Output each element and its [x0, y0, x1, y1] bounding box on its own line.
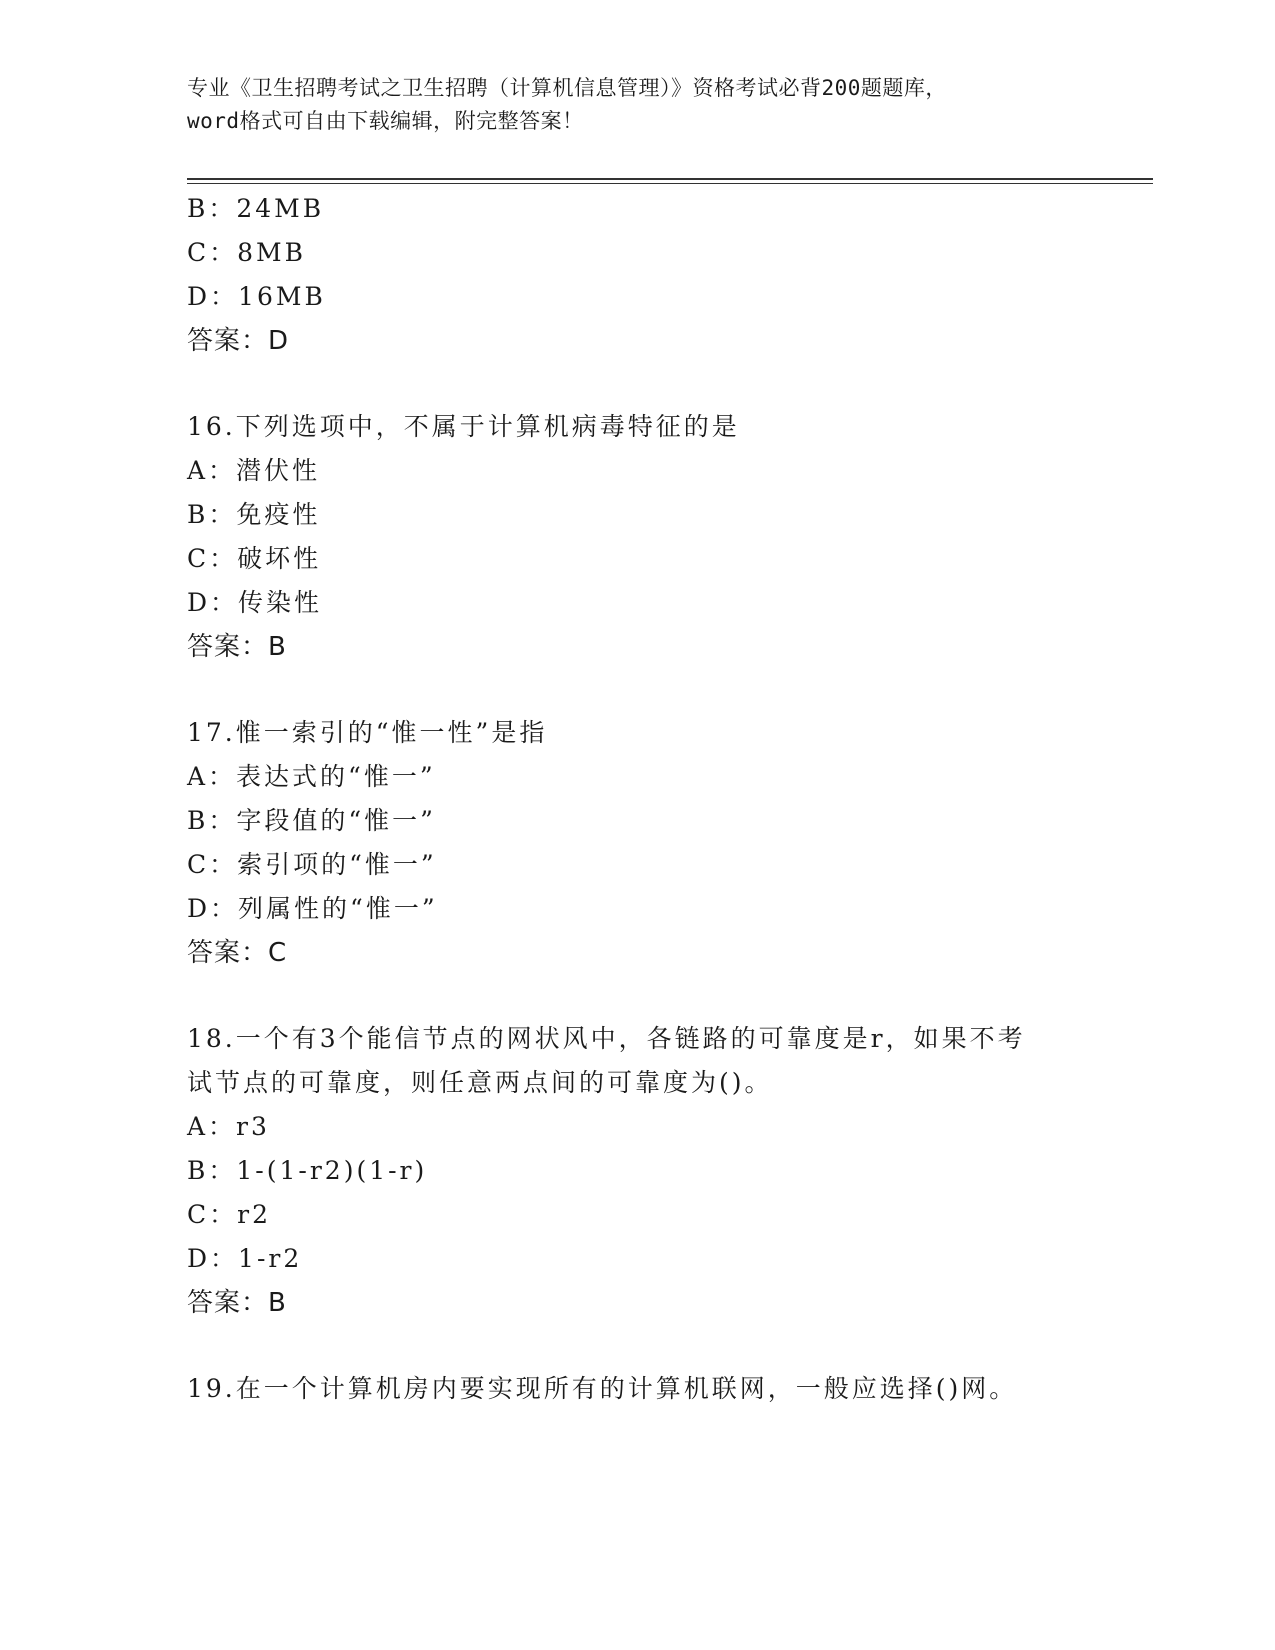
- header-rule-thick: [187, 178, 1153, 180]
- q16-stem: 16.下列选项中，不属于计算机病毒特征的是: [187, 412, 740, 441]
- prev-option-c: C：8MB: [187, 238, 307, 267]
- header-line-1: 专业《卫生招聘考试之卫生招聘（计算机信息管理）》资格考试必背200题题库，: [187, 76, 947, 100]
- document-header: [187, 72, 1087, 138]
- prev-option-b: B：24MB: [187, 194, 325, 223]
- q16-answer: 答案：B: [187, 632, 287, 662]
- q18-answer: 答案：B: [187, 1288, 287, 1318]
- q17-answer: 答案：C: [187, 938, 288, 968]
- q18-option-c: C：r2: [187, 1200, 271, 1229]
- q17-option-b: B：字段值的“惟一”: [187, 806, 436, 835]
- q16-option-c: C：破坏性: [187, 544, 322, 573]
- q18-stem-line-2: 试节点的可靠度，则任意两点间的可靠度为()。: [187, 1068, 773, 1097]
- q16-option-b: B：免疫性: [187, 500, 321, 529]
- prev-answer: 答案：D: [187, 326, 290, 356]
- q17-stem: 17.惟一索引的“惟一性”是指: [187, 718, 548, 747]
- q16-option-a: A：潜伏性: [187, 456, 321, 485]
- header-rule-thin: [187, 183, 1153, 184]
- q18-option-d: D：1-r2: [187, 1244, 303, 1273]
- q17-option-c: C：索引项的“惟一”: [187, 850, 437, 879]
- prev-option-d: D：16MB: [187, 282, 326, 311]
- q16-option-d: D：传染性: [187, 588, 323, 617]
- q18-stem-line-1: 18.一个有3个能信节点的网状风中，各链路的可靠度是r，如果不考: [187, 1024, 1026, 1053]
- q17-option-d: D：列属性的“惟一”: [187, 894, 438, 923]
- q19-stem: 19.在一个计算机房内要实现所有的计算机联网，一般应选择()网。: [187, 1374, 1018, 1403]
- q18-option-b: B：1-(1-r2)(1-r): [187, 1156, 428, 1185]
- q17-option-a: A：表达式的“惟一”: [187, 762, 436, 791]
- header-line-2: word格式可自由下载编辑，附完整答案！: [187, 109, 584, 133]
- q18-option-a: A：r3: [187, 1112, 270, 1141]
